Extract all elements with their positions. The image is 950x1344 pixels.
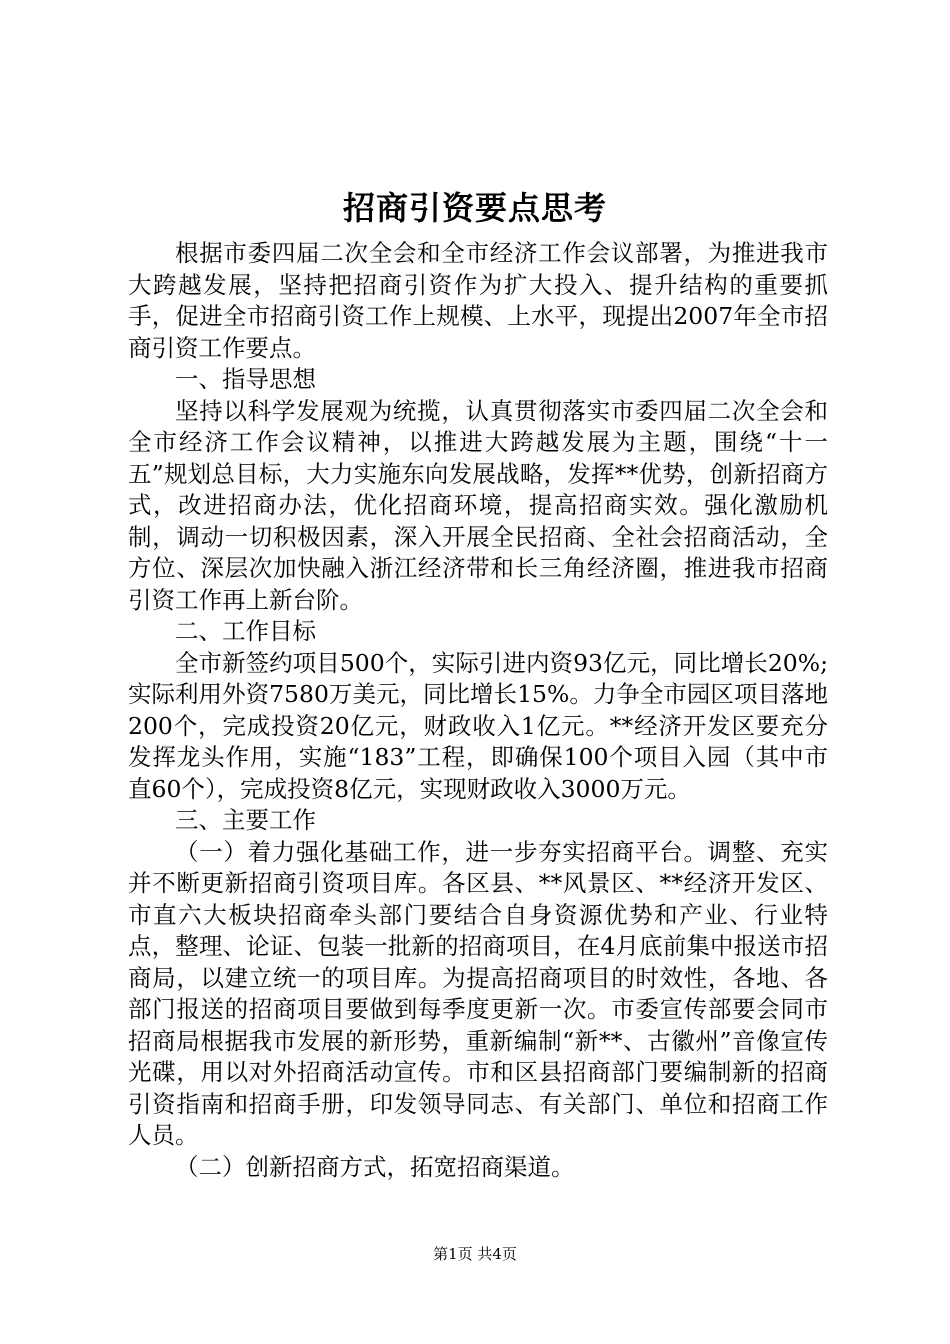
document-body — [128, 238, 828, 1183]
section-heading-guiding-ideology: 一、指导思想 — [175, 365, 316, 393]
paragraph-main-work-1: （一）着力强化基础工作，进一步夯实招商平台。调整、充实并不断更新招商引资项目库。各区县、**风景区、**经济开发区、市直六大板块招商牵头部门要结合自身资源优势和产业、行业特点，整理、论证、包装一批新的招商项目，在4月底前集中报送市招商局，以建立统一的项目库。为提高招商项目的时效性，各地、各部门报送的招商项目要做到每季度更新一次。市委宣传部要会同市招商局根据我市发展的新形势，重新编制“新**、古徽州”音像宣传光碟，用以对外招商活动宣传。市和区县招商部门要编制新的招商引资指南和招商手册，印发领导同志、有关部门、单位和招商工作人员。 — [128, 837, 828, 1149]
section-heading-main-work: 三、主要工作 — [175, 806, 316, 834]
page-footer: 第1页 共4页 — [433, 1245, 517, 1263]
paragraph-intro: 根据市委四届二次全会和全市经济工作会议部署，为推进我市大跨越发展，坚持把招商引资作为扩大投入、提升结构的重要抓手，促进全市招商引资工作上规模、上水平，现提出2007年全市招商引资工作要点。 — [128, 239, 828, 362]
document-title: 招商引资要点思考 — [342, 189, 607, 227]
section-heading-work-goals: 二、工作目标 — [175, 617, 316, 645]
paragraph-guiding-ideology: 坚持以科学发展观为统揽，认真贯彻落实市委四届二次全会和全市经济工作会议精神，以推进大跨越发展为主题，围绕“十一五”规划总目标，大力实施东向发展战略，发挥**优势，创新招商方式，改进招商办法，优化招商环境，提高招商实效。强化激励机制，调动一切积极因素，深入开展全民招商、全社会招商活动，全方位、深层次加快融入浙江经济带和长三角经济圈，推进我市招商引资工作再上新台阶。 — [128, 396, 828, 614]
paragraph-work-goals: 全市新签约项目500个，实际引进内资93亿元，同比增长20%;实际利用外资7580万美元，同比增长15%。力争全市园区项目落地200个，完成投资20亿元，财政收入1亿元。**经济开发区要充分发挥龙头作用，实施“183”工程，即确保100个项目入园（其中市直60个），完成投资8亿元，实现财政收入3000万元。 — [128, 648, 828, 803]
paragraph-main-work-2: （二）创新招商方式，拓宽招商渠道。 — [175, 1152, 575, 1181]
